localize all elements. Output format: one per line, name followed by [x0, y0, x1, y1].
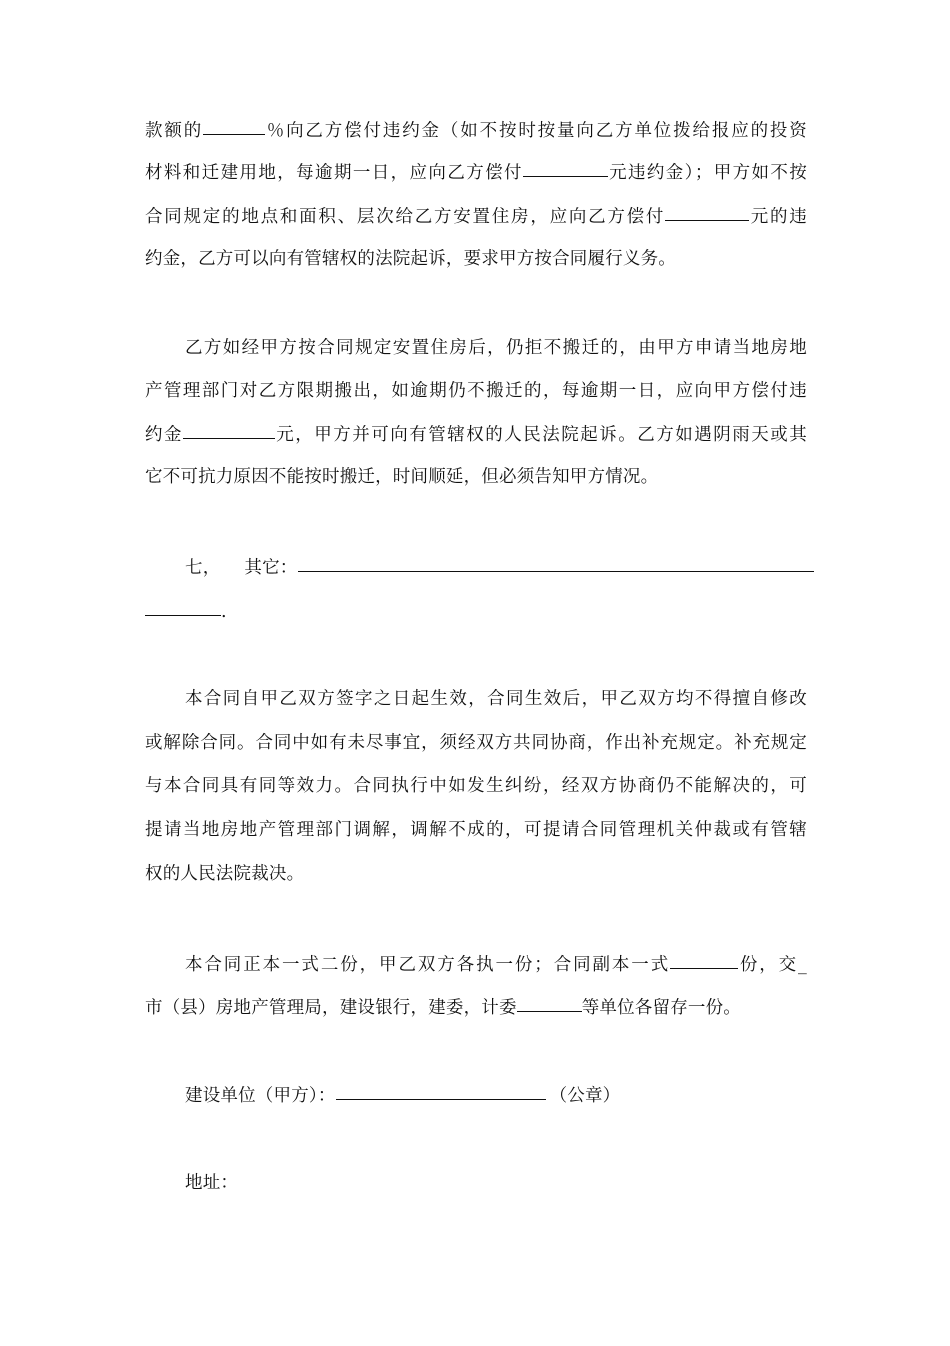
blank-line [665, 200, 749, 221]
text-segment: 材料和迁建用地，每逾期一日，应向乙方偿付 [145, 163, 523, 183]
blank-line [203, 114, 265, 135]
section-7-line-1 [185, 552, 807, 582]
text-segment: 元违约金）；甲方如不按 [607, 163, 808, 183]
paragraph-5-line-1 [185, 949, 807, 979]
paragraph-4-line-4: 提请当地房地产管理部门调解，调解不成的，可提请合同管理机关仲裁或有管辖 [145, 820, 807, 840]
section-title: 其它： [244, 558, 298, 578]
paragraph-4-line-5: 权的人民法院裁决。 [145, 864, 305, 884]
text-segment: 本合同正本一式二份，甲乙双方各执一份；合同副本一式 [185, 955, 671, 975]
paragraph-1-line-2 [145, 157, 807, 187]
party-a-line [185, 1080, 807, 1110]
paragraph-4-line-2: 或解除合同。合同中如有未尽事宜，须经双方共同协商，作出补充规定。补充规定 [145, 733, 807, 753]
paragraph-4-line-1: 本合同自甲乙双方签字之日起生效，合同生效后，甲乙双方均不得擅自修改 [185, 689, 807, 709]
text-segment: 等单位各留存一份。 [581, 998, 742, 1018]
text-segment: 份，交_ [738, 955, 807, 975]
paragraph-1-line-1 [145, 115, 807, 145]
party-a-blank [336, 1079, 546, 1100]
text-segment: 元，甲方并可向有管辖权的人民法院起诉。乙方如遇阴雨天或其 [275, 425, 807, 445]
blank-line [298, 551, 814, 572]
text-segment: 合同规定的地点和面积、层次给乙方安置住房，应向乙方偿付 [145, 207, 666, 227]
party-a-label: 建设单位（甲方）： [185, 1086, 336, 1106]
paragraph-5-line-2 [145, 992, 807, 1022]
text-segment: ％向乙方偿付违约金（如不按时按量向乙方单位拨给报应的投资 [265, 121, 807, 141]
text-segment: 市（县）房地产管理局，建设银行，建委，计委 [145, 998, 517, 1018]
text-segment: 元的违 [749, 207, 807, 227]
address-line: 地址： [185, 1173, 239, 1193]
blank-line [517, 991, 582, 1012]
seal-label: （公章） [549, 1086, 621, 1106]
paragraph-1-line-3 [145, 201, 807, 231]
paragraph-1-line-4: 约金，乙方可以向有管辖权的法院起诉，要求甲方按合同履行义务。 [145, 249, 676, 269]
paragraph-4-line-3: 与本合同具有同等效力。合同执行中如发生纠纷，经双方协商仍不能解决的，可 [145, 776, 807, 796]
blank-line [670, 948, 738, 969]
text-segment: 约金 [145, 425, 183, 445]
text-segment: . [221, 602, 227, 622]
blank-line [183, 418, 275, 439]
blank-line [145, 595, 221, 616]
text-segment: 款额的 [145, 121, 204, 141]
section-7-line-2 [145, 596, 807, 626]
paragraph-2-line-1: 乙方如经甲方按合同规定安置住房后，仍拒不搬迁的，由甲方申请当地房地 [185, 338, 807, 358]
paragraph-2-line-2: 产管理部门对乙方限期搬出，如逾期仍不搬迁的，每逾期一日，应向甲方偿付违 [145, 381, 807, 401]
paragraph-2-line-4: 它不可抗力原因不能按时搬迁，时间顺延，但必须告知甲方情况。 [145, 467, 659, 487]
blank-line [523, 156, 608, 177]
paragraph-2-line-3 [145, 419, 807, 449]
section-number: 七， [185, 558, 221, 578]
